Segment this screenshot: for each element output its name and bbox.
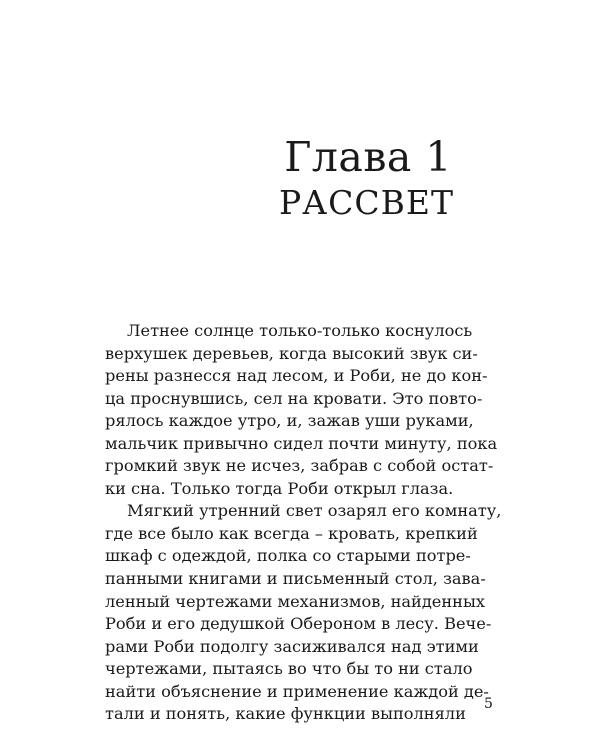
text-line: Летнее солнце только-только коснулось xyxy=(127,321,473,340)
paragraph-2 xyxy=(105,500,502,725)
text-line: найти объяснение и применение каждой де- xyxy=(105,681,489,701)
text-line: ки сна. Только тогда Роби открыл глаза. xyxy=(105,478,454,498)
text-line: где все было как всегда – кровать, крепкий xyxy=(105,523,478,543)
chapter-number: Глава 1 xyxy=(284,133,452,181)
text-line: ца проснувшись, сел на кровати. Это повто- xyxy=(105,388,483,408)
text-line: рены разнесся над лесом, и Роби, не до кон- xyxy=(105,366,488,386)
text-line: рялось каждое утро, и, зажав уши руками, xyxy=(105,411,474,431)
text-line: верхушек деревьев, когда высокий звук си- xyxy=(105,343,478,363)
text-line: рами Роби подолгу засиживался над этими xyxy=(105,636,479,656)
text-line: шкаф с одеждой, полка со старыми потре- xyxy=(105,546,471,566)
text-line: Мягкий утренний свет озарял его комнату, xyxy=(127,501,502,521)
chapter-title: РАССВЕТ xyxy=(278,183,454,222)
text-line: панными книгами и письменный стол, зава- xyxy=(105,569,486,589)
text-line: ленный чертежами механизмов, найденных xyxy=(105,591,485,611)
text-line: громкий звук не исчез, забрав с собой остат- xyxy=(105,456,494,476)
text-line: Роби и его дедушкой Обероном в лесу. Вече- xyxy=(105,614,492,634)
text-line: мальчик привычно сидел почти минуту, пока xyxy=(105,433,498,453)
paragraph-1 xyxy=(105,320,498,500)
page-number: 5 xyxy=(484,696,493,712)
text-line: тали и понять, какие функции выполняли xyxy=(105,704,466,724)
text-line: чертежами, пытаясь во что бы то ни стало xyxy=(105,659,473,679)
body-text xyxy=(105,320,502,726)
